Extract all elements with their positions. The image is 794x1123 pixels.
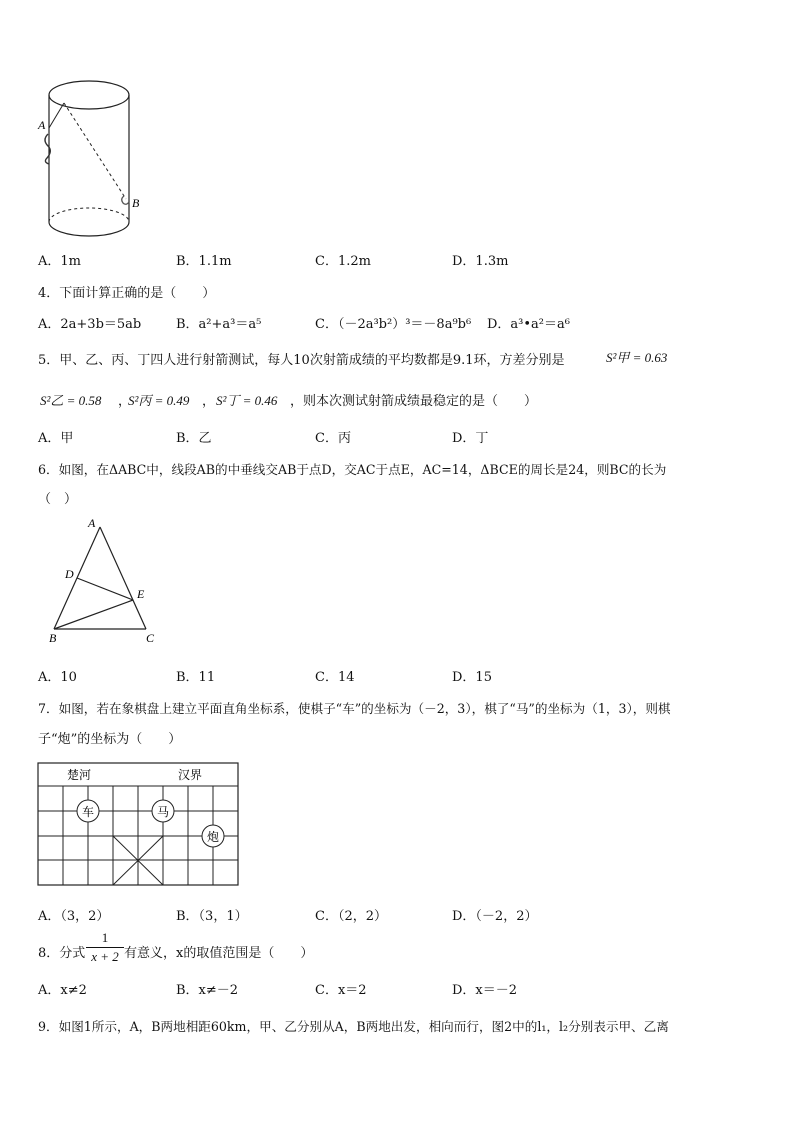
piece-che: 车 [82, 805, 95, 819]
q5-option-a: A．甲 [38, 431, 74, 446]
q5-line2-tail: ，则本次测试射箭成绩最稳定的是（ ） [290, 394, 538, 409]
q8-prefix: 8．分式 [38, 946, 86, 961]
q8-option-b: B．x≠－2 [176, 983, 239, 998]
q6-option-c: C．14 [315, 670, 355, 685]
q8-option-d: D．x＝－2 [452, 983, 518, 998]
tri-label-a: A [88, 516, 96, 530]
triangle-figure [46, 515, 166, 647]
q6-option-b: B．11 [176, 670, 216, 685]
river-label-right: 汉界 [178, 768, 203, 782]
river-label-left: 楚河 [67, 768, 92, 782]
q8-numerator: 1 [101, 930, 109, 945]
q3-option-b: B．1.1m [176, 254, 232, 269]
q3-option-a: A．1m [38, 254, 81, 269]
q5-variance-bing: S²丙 = 0.49 [128, 393, 190, 408]
label-a: A [38, 118, 46, 132]
tri-label-b: B [49, 631, 57, 645]
q7-option-a: A．（3，2） [38, 909, 110, 924]
q5-option-d: D．丁 [452, 431, 489, 446]
q4-option-a: A．2a+3b＝5ab [38, 317, 142, 332]
tri-label-e: E [137, 587, 145, 601]
q9-line1: 9．如图1所示，A，B两地相距60km，甲、乙分别从A，B两地出发，相向而行，图2中的l₁，l₂分别表示甲、乙离 [38, 1019, 669, 1034]
q6-option-d: D．15 [452, 670, 492, 685]
q7-option-d: D．（－2，2） [452, 909, 538, 924]
piece-ma: 马 [157, 805, 170, 819]
q4-stem: 4．下面计算正确的是（ ） [38, 286, 216, 301]
q4-option-b: B．a²+a³＝a⁵ [176, 317, 262, 332]
q5-comma-1: ， [118, 394, 132, 409]
q8-suffix: 有意义，x的取值范围是（ ） [124, 946, 314, 961]
q8-denominator: x + 2 [91, 949, 119, 964]
q5-option-c: C．丙 [315, 431, 351, 446]
q8-option-a: A．x≠2 [38, 983, 87, 998]
q7-option-b: B．（3，1） [176, 909, 248, 924]
q3-option-c: C．1.2m [315, 254, 371, 269]
q5-variance-jia: S²甲 = 0.63 [606, 350, 668, 365]
q7-line1: 7．如图，若在象棋盘上建立平面直角坐标系，使棋子“车”的坐标为（－2，3），棋了“马”的坐标为（1，3），则棋 [38, 701, 671, 716]
q5-comma-2: ， [202, 394, 216, 409]
q6-line1: 6．如图，在ΔABC中，线段AB的中垂线交AB于点D，交AC于点E，AC=14，ΔBCE的周长是24，则BC的长为 [38, 462, 667, 477]
q6-option-a: A．10 [38, 670, 77, 685]
q4-option-d: D．a³•a²＝a⁶ [487, 317, 570, 332]
q5-variance-ding: S²丁 = 0.46 [216, 393, 278, 408]
q5-variance-yi: S²乙 = 0.58 [40, 393, 102, 408]
cylinder-figure [28, 72, 138, 247]
q3-option-d: D．1.3m [452, 254, 509, 269]
q5-line1: 5．甲、乙、丙、丁四人进行射箭测试，每人10次射箭成绩的平均数都是9.1环，方差分别是 [38, 353, 565, 368]
piece-pao: 炮 [207, 830, 220, 844]
q8-fraction [86, 930, 124, 965]
q4-option-c: C．（－2a³b²）³＝－8a⁹b⁶ [315, 317, 472, 332]
q6-line2: （ ） [38, 492, 78, 507]
tri-label-d: D [65, 567, 74, 581]
q7-line2: 子“炮”的坐标为（ ） [38, 732, 182, 747]
label-b: B [132, 196, 140, 210]
tri-label-c: C [146, 631, 155, 645]
q7-option-c: C．（2，2） [315, 909, 387, 924]
q8-option-c: C．x＝2 [315, 983, 367, 998]
q5-option-b: B．乙 [176, 431, 212, 446]
chessboard-figure [37, 762, 241, 888]
